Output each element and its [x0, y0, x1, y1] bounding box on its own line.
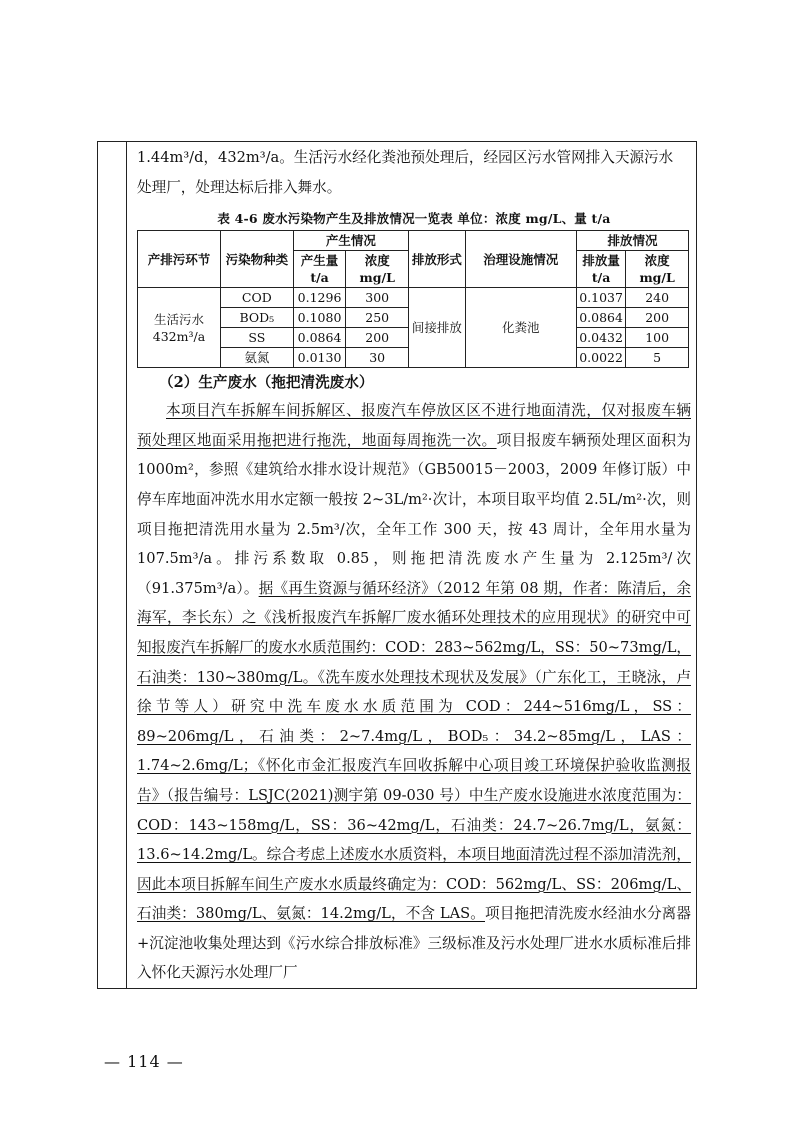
gen-amount-cell: 0.0864 — [293, 328, 346, 348]
table-row — [138, 288, 689, 308]
header-stage: 产排污环节 — [138, 231, 221, 288]
emit-amount-cell: 0.1037 — [576, 288, 625, 308]
underlined-text-2: 据《再生资源与循环经济》（2012 年第 08 期，作者：陈清后，余海军，李长东）之《浅析报废汽车拆解厂废水循环处理技术的应用现状》的研究中可知报废汽车拆解厂的废水水质范围约：COD：283~562mg/L，SS：50~73mg/L，石油类：130~380mg/L。《洗车废水处理技术现状及发展》（广东化工，王晓泳，卢徐节等人）研究中洗车废水水质范围为 COD：244~516mg/L，SS：89~206mg/L，石油类：2~7.4mg/L，BOD₅：34.2~85mg/L，LAS：1.74~2.6mg/L；《怀化市金汇报废汽车回收拆解中心项目竣工环境保护验收监测报告》（报告编号：LSJC(2021)测宇第 09-030 号）中生产废水设施进水浓度范围为：COD：143~158mg/L，SS：36~42mg/L，石油类：24.7~26.7mg/L，氨氮：13.6~14.2mg/L。综合考虑上述废水水质资料，本项目地面清洗过程不添加清洗剂，因此本项目拆解车间生产废水水质最终确定为：COD：562mg/L、SS：206mg/L、石油类：380mg/L、氨氮：14.2mg/L，不含 LAS。 — [137, 579, 691, 923]
gen-conc-cell: 30 — [346, 348, 409, 368]
intro-line-1: 1.44m³/d，432m³/a。生活污水经化粪池预处理后，经园区污水管网排入天源污水 — [137, 149, 674, 166]
gen-conc-cell: 250 — [346, 308, 409, 328]
emit-amount-cell: 0.0864 — [576, 308, 625, 328]
underlined-text-1: 本项目汽车拆解车间拆解区、报废汽车停放区区不进行地面清洗，仅对报废车辆预处理区地面采用拖把进行拖洗，地面每周拖洗一次。 — [137, 402, 691, 449]
table-caption: 表 4-6 废水污染物产生及排放情况一览表 单位：浓度 mg/L、量 t/a — [217, 211, 611, 227]
gen-amount-cell: 0.1080 — [293, 308, 346, 328]
gen-amount-cell: 0.1296 — [293, 288, 346, 308]
stage-cell: 生活污水432m³/a — [138, 288, 221, 368]
header-treatment: 治理设施情况 — [465, 231, 576, 288]
header-discharge-form: 排放形式 — [409, 231, 466, 288]
emit-conc-cell: 100 — [626, 328, 689, 348]
wastewater-table — [137, 230, 689, 368]
pollutant-cell: COD — [220, 288, 293, 308]
pollutant-cell: BOD₅ — [220, 308, 293, 328]
section-paragraph — [137, 396, 691, 988]
pollutant-cell: 氨氮 — [220, 348, 293, 368]
header-emission: 排放情况 — [576, 231, 688, 251]
header-generation: 产生情况 — [293, 231, 408, 251]
gen-amount-cell: 0.0130 — [293, 348, 346, 368]
header-emit-amount: 排放量 t/a — [576, 251, 625, 288]
table-header-row-1 — [138, 231, 689, 251]
pollutant-cell: SS — [220, 328, 293, 348]
gen-conc-cell: 200 — [346, 328, 409, 348]
page-number: — 114 — — [104, 1052, 184, 1071]
page-content — [137, 143, 691, 988]
frame-inner-rule — [126, 142, 127, 988]
section-heading: （2）生产废水（拖把清洗废水） — [159, 374, 374, 392]
body-text-1: 项目报废车辆预处理区面积为 1000m²，参照《建筑给水排水设计规范》（GB50015－2003，2009 年修订版）中停车库地面冲洗水用水定额一般按 2~3L/m²·次计，本项目取平均值 2.5L/m²·次，则项目拖把清洗用水量为 2.5m³/次，全年工作 300 天，按 43 周计，全年用水量为 107.5m³/a。排污系数取 0.85，则拖把清洗废水产生量为 2.125m³/次（91.375m³/a）。 — [137, 431, 691, 597]
emit-amount-cell: 0.0432 — [576, 328, 625, 348]
emit-conc-cell: 200 — [626, 308, 689, 328]
header-pollutant: 污染物种类 — [220, 231, 293, 288]
intro-line-2: 处理厂，处理达标后排入舞水。 — [137, 178, 342, 196]
discharge-form-cell: 间接排放 — [409, 288, 466, 368]
emit-amount-cell: 0.0022 — [576, 348, 625, 368]
header-gen-conc: 浓度 mg/L — [346, 251, 409, 288]
header-emit-conc: 浓度 mg/L — [626, 251, 689, 288]
body-text-2: 项目拖把清洗废水经油水分离器+沉淀池收集处理达到《污水综合排放标准》三级标准及污水处理厂进水水质标准后排入怀化天源污水处理厂厂 — [137, 905, 691, 982]
emit-conc-cell: 5 — [626, 348, 689, 368]
emit-conc-cell: 240 — [626, 288, 689, 308]
header-gen-amount: 产生量 t/a — [293, 251, 346, 288]
treatment-cell: 化粪池 — [465, 288, 576, 368]
gen-conc-cell: 300 — [346, 288, 409, 308]
